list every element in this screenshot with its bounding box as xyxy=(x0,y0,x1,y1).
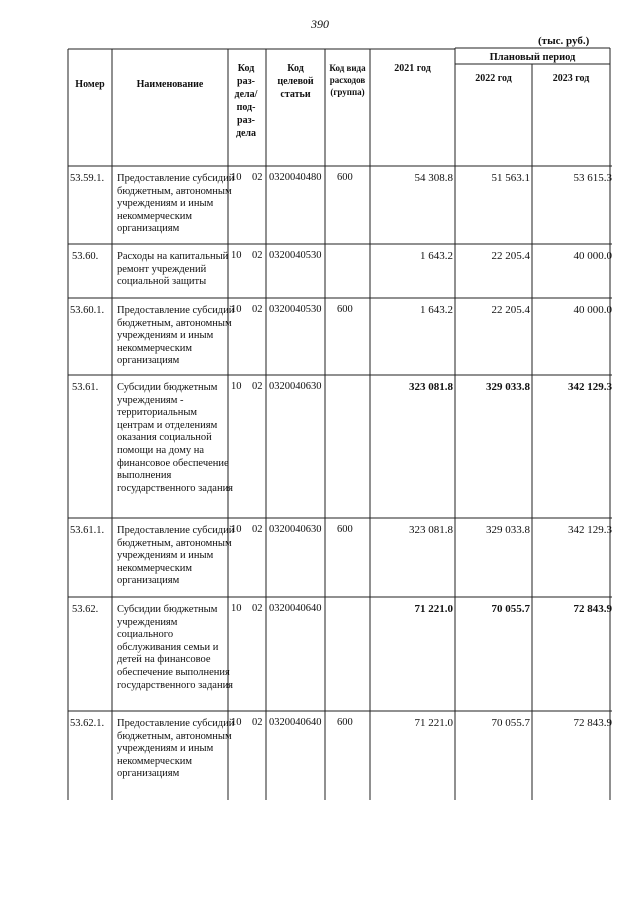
row-name: Предоставление субсидий бюджетным, автономным учреждениям и иным некоммерческим организациям xyxy=(117,525,235,587)
row-podrazdel: 02 xyxy=(252,717,263,728)
row-podrazdel: 02 xyxy=(252,172,263,183)
row-podrazdel: 02 xyxy=(252,381,263,392)
row-2021: 323 081.8 xyxy=(409,524,453,536)
row-razdel: 10 xyxy=(231,304,242,315)
row-2023: 72 843.9 xyxy=(573,603,612,615)
row-razdel: 10 xyxy=(231,717,242,728)
row-razdel: 10 xyxy=(231,603,242,614)
header-name: Наименование xyxy=(136,79,204,90)
row-2022: 70 055.7 xyxy=(491,717,530,729)
row-2022: 22 205.4 xyxy=(491,250,530,262)
row-2023: 72 843.9 xyxy=(573,717,612,729)
row-2022: 329 033.8 xyxy=(486,381,530,393)
header-planned-period: Плановый период xyxy=(489,52,576,63)
row-2023: 342 129.3 xyxy=(568,524,612,536)
row-vr: 600 xyxy=(337,172,353,183)
row-2021: 1 643.2 xyxy=(420,250,453,262)
row-podrazdel: 02 xyxy=(252,304,263,315)
row-vr: 600 xyxy=(337,717,353,728)
header-2023: 2023 год xyxy=(552,73,590,84)
row-2021: 1 643.2 xyxy=(420,304,453,316)
row-csr: 0320040640 xyxy=(269,717,322,728)
row-csr: 0320040530 xyxy=(269,304,322,315)
header-target: Код целевой статьи xyxy=(277,63,314,100)
units-label: (тыс. руб.) xyxy=(538,35,590,47)
header-expense: Код вида расходов (группа) xyxy=(329,63,366,97)
row-razdel: 10 xyxy=(231,172,242,183)
row-vr: 600 xyxy=(337,524,353,535)
row-name: Расходы на капитальный ремонт учреждений социальной защиты xyxy=(117,251,229,288)
page-number: 390 xyxy=(311,17,329,31)
row-csr: 0320040630 xyxy=(269,381,322,392)
row-razdel: 10 xyxy=(231,381,242,392)
row-name: Субсидии бюджетным учреждениям - территориальным центрам и отделениям оказания социальной помощи на дому на финансовое обеспечение выполнения государственного задания xyxy=(117,382,234,494)
row-2023: 342 129.3 xyxy=(568,381,612,393)
row-2021: 71 221.0 xyxy=(414,717,453,729)
header-number: Номер xyxy=(75,79,105,90)
row-number: 53.60. xyxy=(72,251,99,262)
row-number: 53.61.1. xyxy=(70,525,105,536)
row-podrazdel: 02 xyxy=(252,603,263,614)
row-csr: 0320040640 xyxy=(269,603,322,614)
row-name: Предоставление субсидий бюджетным, автономным учреждениям и иным некоммерческим организациям xyxy=(117,305,235,367)
row-number: 53.62. xyxy=(72,604,99,615)
row-razdel: 10 xyxy=(231,524,242,535)
row-2023: 40 000.0 xyxy=(573,250,612,262)
row-2023: 53 615.3 xyxy=(573,172,612,184)
header-2021: 2021 год xyxy=(394,63,431,74)
row-vr: 600 xyxy=(337,304,353,315)
row-2021: 54 308.8 xyxy=(414,172,453,184)
row-razdel: 10 xyxy=(231,250,242,261)
row-csr: 0320040530 xyxy=(269,250,322,261)
row-name: Предоставление субсидий бюджетным, автономным учреждениям и иным некоммерческим организациям xyxy=(117,173,235,235)
row-2021: 323 081.8 xyxy=(409,381,453,393)
row-2021: 71 221.0 xyxy=(414,603,453,615)
row-name: Предоставление субсидий бюджетным, автономным учреждениям и иным некоммерческим организациям xyxy=(117,718,235,780)
header-2022: 2022 год xyxy=(475,73,512,84)
row-csr: 0320040480 xyxy=(269,172,322,183)
row-2023: 40 000.0 xyxy=(573,304,612,316)
row-number: 53.61. xyxy=(72,382,99,393)
row-csr: 0320040630 xyxy=(269,524,322,535)
row-number: 53.59.1. xyxy=(70,173,105,184)
header-section: Код раз- дела/ под- раз- дела xyxy=(234,63,258,139)
row-2022: 22 205.4 xyxy=(491,304,530,316)
row-podrazdel: 02 xyxy=(252,250,263,261)
row-2022: 329 033.8 xyxy=(486,524,530,536)
row-number: 53.60.1. xyxy=(70,305,105,316)
row-podrazdel: 02 xyxy=(252,524,263,535)
row-2022: 70 055.7 xyxy=(491,603,530,615)
row-name: Субсидии бюджетным учреждениям социального обслуживания семьи и детей на финансовое обеспечение выполнения государственного задания xyxy=(117,604,234,691)
row-2022: 51 563.1 xyxy=(491,172,530,184)
row-number: 53.62.1. xyxy=(70,718,105,729)
